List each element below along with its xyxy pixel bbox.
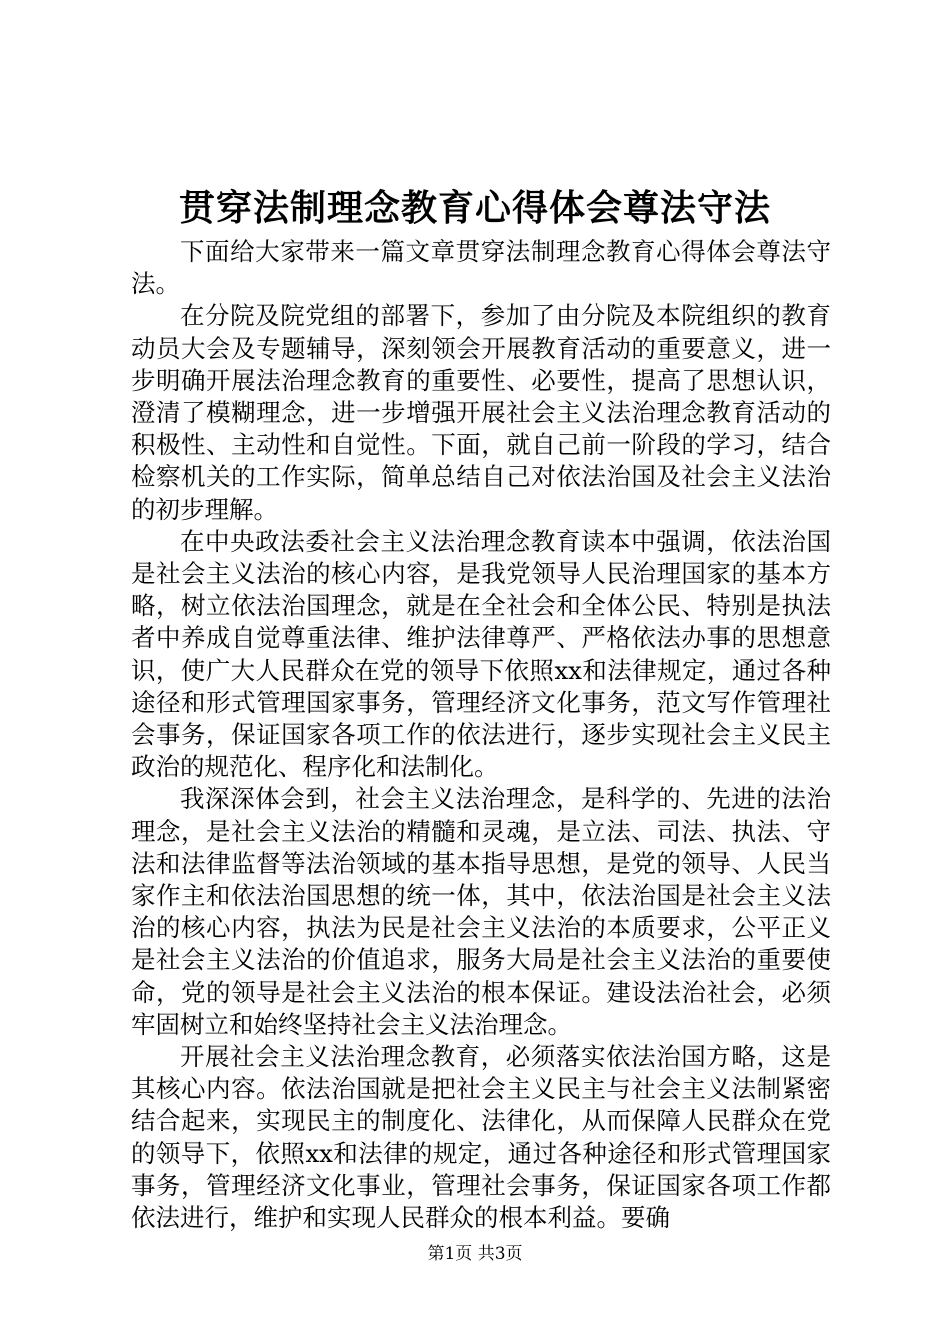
paragraph: 下面给大家带来一篇文章贯穿法制理念教育心得体会尊法守法。 <box>131 237 831 299</box>
paragraph: 开展社会主义法治理念教育，必须落实依法治国方略，这是其核心内容。依法治国就是把社会主义民主与社会主义法制紧密结合起来，实现民主的制度化、法律化，从而保障人民群众在党的领导下，依照xx和法律的规定，通过各种途径和形式管理国家事务，管理经济文化事业，管理社会事务，保证国家各项工作都依法进行，维护和实现人民群众的根本利益。要确 <box>131 1042 831 1233</box>
page-number-footer: 第1页 共3页 <box>427 1244 523 1264</box>
document-body <box>131 236 831 1234</box>
paragraph: 在分院及院党组的部署下，参加了由分院及本院组织的教育动员大会及专题辅导，深刻领会开展教育活动的重要意义，进一步明确开展法治理念教育的重要性、必要性，提高了思想认识，澄清了模糊理念，进一步增强开展社会主义法治理念教育活动的积极性、主动性和自觉性。下面，就自己前一阶段的学习，结合检察机关的工作实际，简单总结自己对依法治国及社会主义法治的初步理解。 <box>131 301 831 524</box>
paragraph: 在中央政法委社会主义法治理念教育读本中强调，依法治国是社会主义法治的核心内容，是我党领导人民治理国家的基本方略，树立依法治国理念，就是在全社会和全体公民、特别是执法者中养成自觉尊重法律、维护法律尊严、严格依法办事的思想意识，使广大人民群众在党的领导下依照xx和法律规定，通过各种途径和形式管理国家事务，管理经济文化事务，范文写作管理社会事务，保证国家各项工作的依法进行，逐步实现社会主义民主政治的规范化、程序化和法制化。 <box>131 526 831 782</box>
document-title: 贯穿法制理念教育心得体会尊法守法 <box>178 187 771 229</box>
paragraph: 我深深体会到，社会主义法治理念，是科学的、先进的法治理念，是社会主义法治的精髓和灵魂，是立法、司法、执法、守法和法律监督等法治领域的基本指导思想，是党的领导、人民当家作主和依法治国思想的统一体，其中，依法治国是社会主义法治的核心内容，执法为民是社会主义法治的本质要求，公平正义是社会主义法治的价值追求，服务大局是社会主义法治的重要使命，党的领导是社会主义法治的根本保证。建设法治社会，必须牢固树立和始终坚持社会主义法治理念。 <box>131 784 831 1039</box>
